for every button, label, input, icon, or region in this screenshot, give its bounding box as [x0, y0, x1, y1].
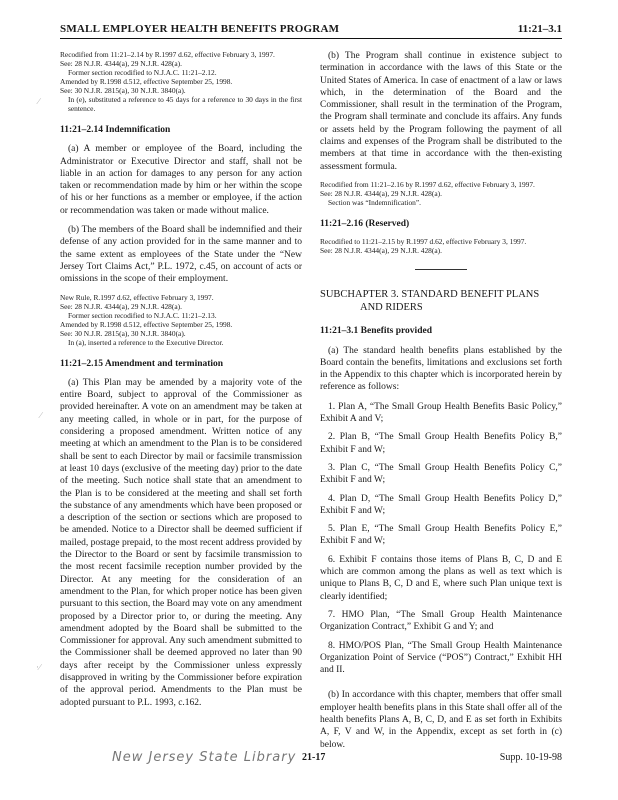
- history-note: In (a), inserted a reference to the Executive Director.: [68, 337, 224, 347]
- right-column: [320, 50, 562, 751]
- paragraph: (a) A member or employee of the Board, including the Administrator or Executive Director and staff, shall not be liable in an action for damages to any person for any action taken or recommendation made by him or her within the scope of his or her functions as a member or employee, if the action or recommendation was taken or made without malice.: [60, 144, 302, 216]
- paragraph: (a) This Plan may be amended by a majority vote of the entire Board, subject to approval of the Commissioner as provided hereinafter. A vote on an amendment may be taken at any meeting called, in whole or in part, for the purpose of considering a proposed amendment. Written notice of any meeting at which an amendment to the Plan is to be considered shall be sent to each Director by mail or facsimile transmission at least 10 days (exclusive of the meeting day) prior to the date of the meeting. Such notice shall state that an amendment to the Plan is to be considered at the meeting and shall set forth the substance of any amendments which have been proposed or a description of the section or sections which are proposed to be amended. Notice to a Director shall be deemed sufficient if mailed, postage prepaid, to the most recent address provided by the Director to the Board or sent by facsimile transmission to the most recent facsimile reception number provided by the Director. At any meeting for the consideration of an amendment to the Plan, for which proper notice has been given pursuant to this section, the Board may vote on any amendment proposed by a Director prior to, or during the meeting. Any amendment adopted by the Board shall be submitted to the Commissioner for approval. Any such amendment submitted to the Commissioner shall be deemed approved no later than 90 days after receipt by the Commissioner unless expressly disapproved in writing by the Commissioner before expiration of the approval period. Amendments to the Plan must be adopted pursuant to P.L. 1993, c.162.: [60, 377, 302, 708]
- paragraph: (b) The members of the Board shall be indemnified and their defense of any action provided for in the same manner and to the same extent as employees of the State under the “New Jersey Tort Claims Act,” P.L. 1972, c.45, on account of acts or omissions in the scope of their employment.: [60, 225, 302, 285]
- margin-mark: ·∕: [36, 662, 41, 672]
- history-note: See: 30 N.J.R. 2815(a), 30 N.J.R. 3840(a).: [60, 328, 186, 338]
- paragraph: (b) The Program shall continue in existence subject to termination in accordance with the laws of this State or the United States of America. In case of enactment of a law or laws which, in the determination of the Board and the Commissioner, shall result in the termination of the Program, the Program shall terminate and conclude its affairs. Any funds or assets held by the Program following the payment of all claims and expenses of the Program shall be distributed to the members at that time in accordance with the then-existing assessment formula.: [320, 51, 562, 172]
- list-item: 1. Plan A, “The Small Group Health Benefits Basic Policy,” Exhibit A and V;: [320, 401, 562, 425]
- list-item: 8. HMO/POS Plan, “The Small Group Health Maintenance Organization Point of Service (“POS”) Contract,” Exhibit HH and II.: [320, 640, 562, 676]
- subchapter-heading: [320, 288, 562, 314]
- history-note: See: 28 N.J.R. 4344(a), 29 N.J.R. 428(a).: [60, 59, 182, 68]
- history-note: See: 28 N.J.R. 4344(a), 29 N.J.R. 428(a).: [320, 246, 442, 256]
- running-header: [60, 18, 562, 39]
- history-note: Recodified from 11:21–2.14 by R.1997 d.62, effective February 3, 1997.: [60, 50, 275, 59]
- history-note: Amended by R.1998 d.512, effective September 25, 1998.: [60, 77, 233, 86]
- list-item: 6. Exhibit F contains those items of Plans B, C, D and E which are common among the plans as well as text which is unique to Plans B, C, D and E, where such Plan unique text is clearly identified;: [320, 554, 562, 602]
- margin-mark: ∕: [38, 96, 40, 106]
- section-heading: 11:21–2.15 Amendment and termination: [60, 358, 224, 369]
- page-number: 21-17: [302, 752, 326, 763]
- section-divider: [415, 269, 467, 270]
- history-note: See: 30 N.J.R. 2815(a), 30 N.J.R. 3840(a).: [60, 86, 186, 95]
- list-item: 2. Plan B, “The Small Group Health Benefits Policy B,” Exhibit F and W;: [320, 432, 562, 455]
- history-note: See: 28 N.J.R. 4344(a), 29 N.J.R. 428(a).: [320, 188, 442, 198]
- list-item: 7. HMO Plan, “The Small Group Health Maintenance Organization Contract,” Exhibit G and Y; and: [320, 609, 562, 633]
- header-section: 11:21–3.1: [517, 23, 562, 35]
- subchapter-line: AND RIDERS: [360, 302, 423, 314]
- supplement-date: Supp. 10-19-98: [499, 752, 562, 763]
- history-note: See: 28 N.J.R. 4344(a), 29 N.J.R. 428(a).: [60, 301, 182, 311]
- paragraph: (b) In accordance with this chapter, members that offer small employer health benefits plans in this State shall offer all of the health benefits Plans A, B, C, D, and E as set forth in Exhibits A, F, V and W, in the Appendix, except as set forth in (c) below.: [320, 690, 562, 750]
- history-note: Former section recodified to N.J.A.C. 11:21–2.12.: [68, 68, 217, 77]
- left-column: [60, 50, 302, 709]
- list-item: 5. Plan E, “The Small Group Health Benefits Policy E,” Exhibit F and W;: [320, 524, 562, 547]
- list-item: 3. Plan C, “The Small Group Health Benefits Policy C,” Exhibit F and W;: [320, 462, 562, 486]
- history-note: Former section recodified to N.J.A.C. 11:21–2.13.: [68, 310, 217, 320]
- paragraph: (a) The standard health benefits plans established by the Board contain the benefits, limitations and exclusions set forth in the Appendix to this chapter which is incorporated herein by reference as follows:: [320, 345, 562, 393]
- history-note: New Rule, R.1997 d.62, effective February 3, 1997.: [60, 292, 214, 302]
- history-note: Recodified to 11:21–2.15 by R.1997 d.62, effective February 3, 1997.: [320, 237, 527, 247]
- library-stamp: New Jersey State Library: [112, 750, 297, 765]
- header-title: SMALL EMPLOYER HEALTH BENEFITS PROGRAM: [60, 23, 340, 35]
- section-heading: 11:21–3.1 Benefits provided: [320, 326, 432, 337]
- history-note: Recodified from 11:21–2.16 by R.1997 d.62, effective February 3, 1997.: [320, 179, 535, 189]
- subchapter-line: SUBCHAPTER 3. STANDARD BENEFIT PLANS: [320, 289, 540, 301]
- list-item: 4. Plan D, “The Small Group Health Benefits Policy D,” Exhibit F and W;: [320, 493, 562, 516]
- section-heading: 11:21–2.16 (Reserved): [320, 218, 410, 229]
- section-heading: 11:21–2.14 Indemnification: [60, 125, 171, 135]
- history-note: Section was “Indemnification”.: [328, 197, 421, 207]
- margin-mark: ∕: [40, 410, 42, 420]
- history-note: In (e), substituted a reference to 45 days for a reference to 30 days in the first sentence.: [68, 95, 302, 113]
- history-note: Amended by R.1998 d.512, effective September 25, 1998.: [60, 319, 233, 329]
